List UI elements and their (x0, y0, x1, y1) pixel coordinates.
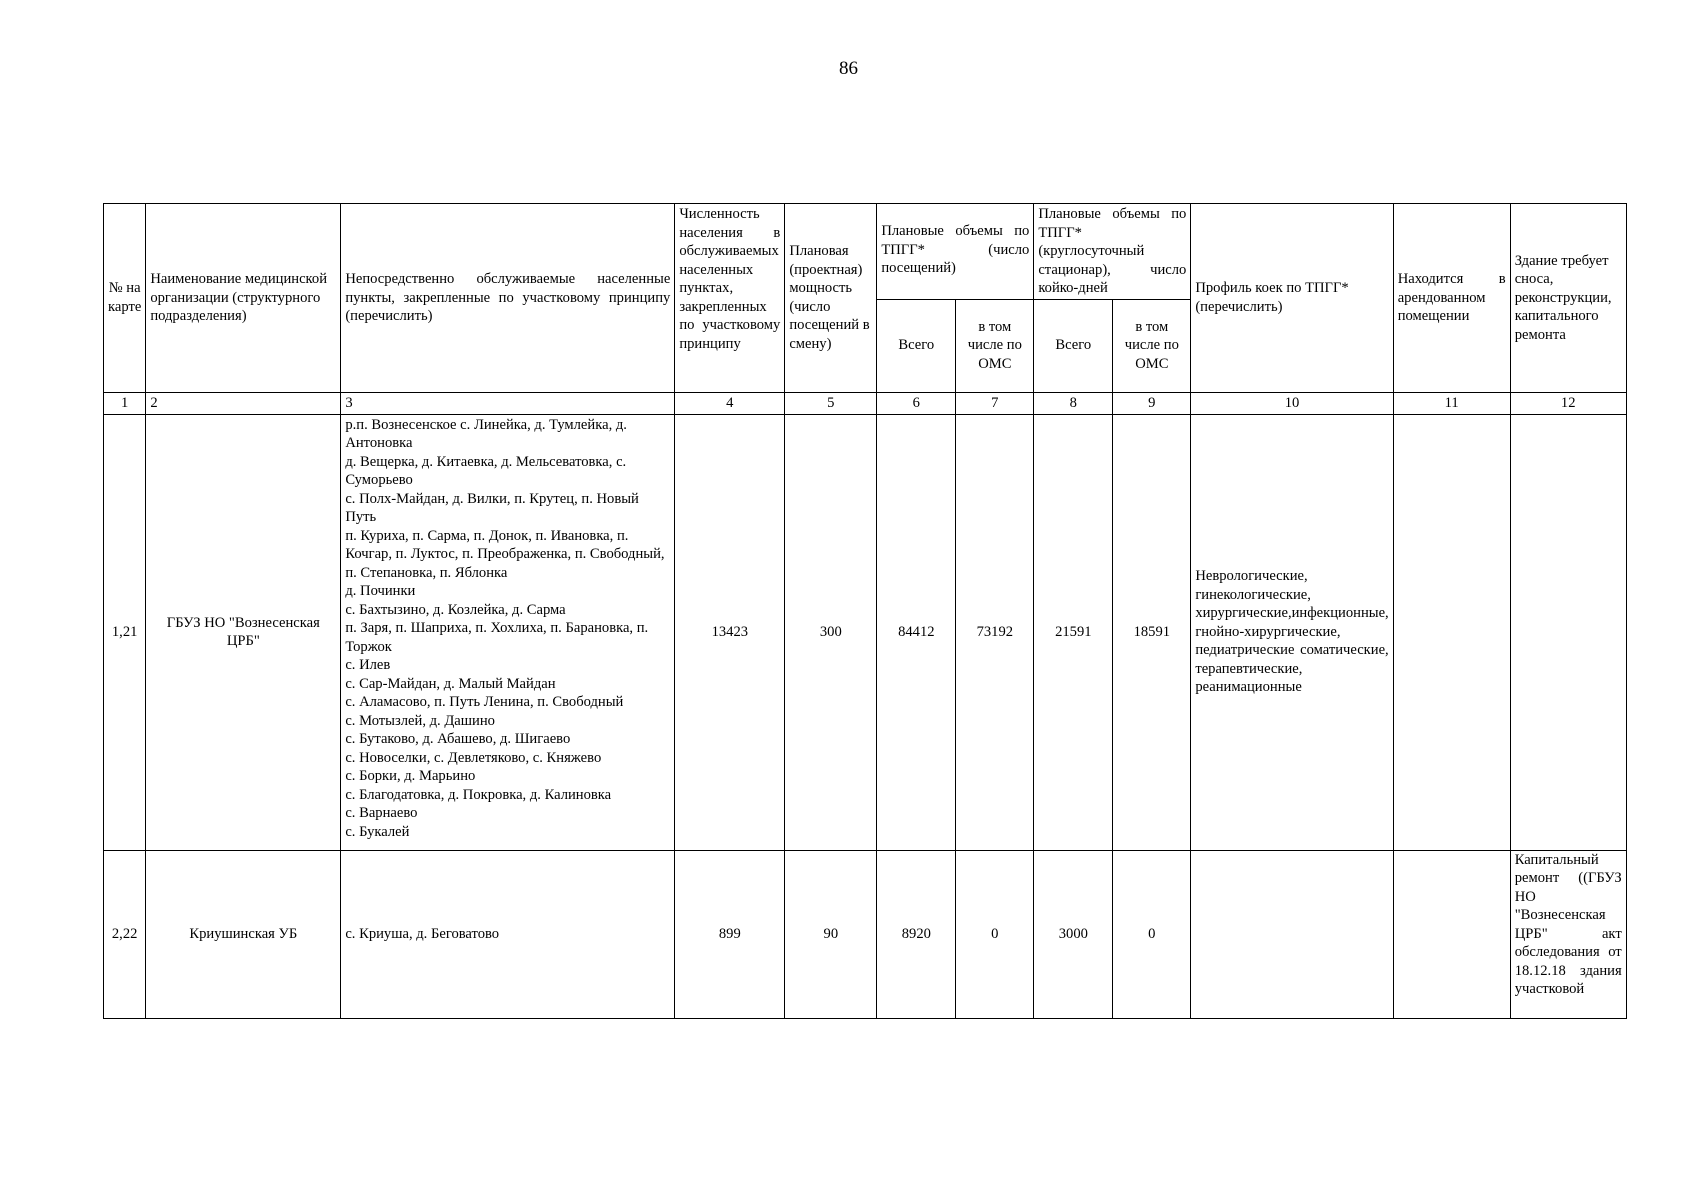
row-beds-total: 3000 (1034, 850, 1113, 1018)
settlement-line: с. Бахтызино, д. Козлейка, д. Сарма (345, 601, 566, 618)
row-visits-oms: 0 (956, 850, 1034, 1018)
settlement-line: р.п. Вознесенское с. Линейка, д. Тумлейка, д. Антоновка (345, 416, 627, 451)
row-beds-oms: 0 (1113, 850, 1191, 1018)
column-number: 3 (341, 392, 675, 414)
column-number: 11 (1393, 392, 1510, 414)
column-number: 6 (877, 392, 956, 414)
header-visits-total: Всего (877, 299, 956, 392)
column-number: 4 (675, 392, 785, 414)
column-number: 7 (956, 392, 1034, 414)
header-population: Численность населения в обслуживаемых населенных пунктах, закрепленных по участковому принципу (675, 204, 785, 393)
row-organization-name: Криушинская УБ (146, 850, 341, 1018)
row-settlements (341, 414, 675, 850)
row-building-state-cell (1510, 850, 1626, 1018)
column-number: 5 (785, 392, 877, 414)
row-capacity: 90 (785, 850, 877, 1018)
header-planned-visits: Плановые объемы по ТПГГ* (число посещений) (877, 204, 1034, 300)
settlement-line: с. Благодатовка, д. Покровка, д. Калиновка (345, 786, 612, 803)
page-number: 86 (839, 58, 858, 79)
column-number: 10 (1191, 392, 1393, 414)
settlement-line: с. Варнаево (345, 805, 418, 821)
row-map-number: 1,21 (104, 414, 146, 850)
settlement-line: д. Починки (345, 583, 416, 599)
settlement-line: с. Новоселки, с. Девлетяково, с. Княжево (345, 749, 602, 766)
row-bed-profile (1191, 850, 1393, 1018)
header-capacity: Плановая (проектная) мощность (число посещений в смену) (785, 204, 877, 393)
row-organization-name: ГБУЗ НО "Вознесенская ЦРБ" (146, 414, 341, 850)
column-number: 2 (146, 392, 341, 414)
table-row (104, 850, 1627, 1018)
header-building-state: Здание требует сноса, реконструкции, капитального ремонта (1510, 204, 1626, 393)
row-visits-total: 84412 (877, 414, 956, 850)
header-bed-profile: Профиль коек по ТПГГ* (перечислить) (1191, 204, 1393, 393)
row-bed-profile: Неврологические, гинекологические, хирургические,инфекционные, гнойно-хирургические, педиатрические соматические, терапевтические, реанимационные (1191, 414, 1393, 850)
column-number: 9 (1113, 392, 1191, 414)
row-population: 13423 (675, 414, 785, 850)
settlement-line: с. Борки, д. Марьино (345, 768, 476, 784)
row-visits-total: 8920 (877, 850, 956, 1018)
settlement-line: с. Илев (345, 657, 391, 673)
settlement-line: с. Аламасово, п. Путь Ленина, п. Свободный (345, 694, 624, 710)
row-beds-total: 21591 (1034, 414, 1113, 850)
header-beds-oms: в том числе по ОМС (1113, 299, 1191, 392)
settlement-line: с. Букалей (345, 823, 410, 840)
settlement-line: п. Куриха, п. Сарма, п. Донок, п. Ивановка, п. Кочгар, п. Луктос, п. Преображенка, п. Свободный, п. Степановка, п. Яблонка (345, 527, 665, 581)
header-rented: Находится в арендованном помещении (1393, 204, 1510, 393)
header-planned-bed-days: Плановые объемы по ТПГГ* (круглосуточный стационар), число койко-дней (1034, 204, 1191, 300)
settlement-line: с. Бутаково, д. Абашево, д. Шигаево (345, 731, 571, 747)
header-beds-total: Всего (1034, 299, 1113, 392)
row-rented (1393, 850, 1510, 1018)
column-number-row (104, 392, 1627, 414)
settlement-line: п. Заря, п. Шаприха, п. Хохлиха, п. Барановка, п. Торжок (345, 620, 649, 655)
header-settlements: Непосредственно обслуживаемые населенные пункты, закрепленные по участковому принципу (перечислить) (341, 204, 675, 393)
column-number: 1 (104, 392, 146, 414)
facilities-table (103, 203, 1627, 1019)
header-organization-name: Наименование медицинской организации (структурного подразделения) (146, 204, 341, 393)
settlement-line: с. Сар-Майдан, д. Малый Майдан (345, 675, 556, 692)
row-building-state: Капитальный ремонт ((ГБУЗ НО "Вознесенская ЦРБ" акт обследования от 18.12.18 здания участковой (1514, 851, 1622, 997)
settlement-line: с. Мотызлей, д. Дашино (345, 712, 495, 729)
table-row (104, 414, 1627, 850)
table-header-row (104, 204, 1627, 300)
row-building-state (1510, 414, 1626, 850)
column-number: 8 (1034, 392, 1113, 414)
row-map-number: 2,22 (104, 850, 146, 1018)
settlement-line: с. Полх-Майдан, д. Вилки, п. Крутец, п. Новый Путь (345, 490, 639, 525)
row-population: 899 (675, 850, 785, 1018)
row-rented (1393, 414, 1510, 850)
header-map-number: № на карте (104, 204, 146, 393)
row-settlements: с. Криуша, д. Беговатово (341, 850, 675, 1018)
settlement-line: д. Вещерка, д. Китаевка, д. Мельсеватовка, с. Суморьево (345, 453, 627, 488)
row-visits-oms: 73192 (956, 414, 1034, 850)
header-visits-oms: в том числе по ОМС (956, 299, 1034, 392)
column-number: 12 (1510, 392, 1626, 414)
row-capacity: 300 (785, 414, 877, 850)
row-beds-oms: 18591 (1113, 414, 1191, 850)
